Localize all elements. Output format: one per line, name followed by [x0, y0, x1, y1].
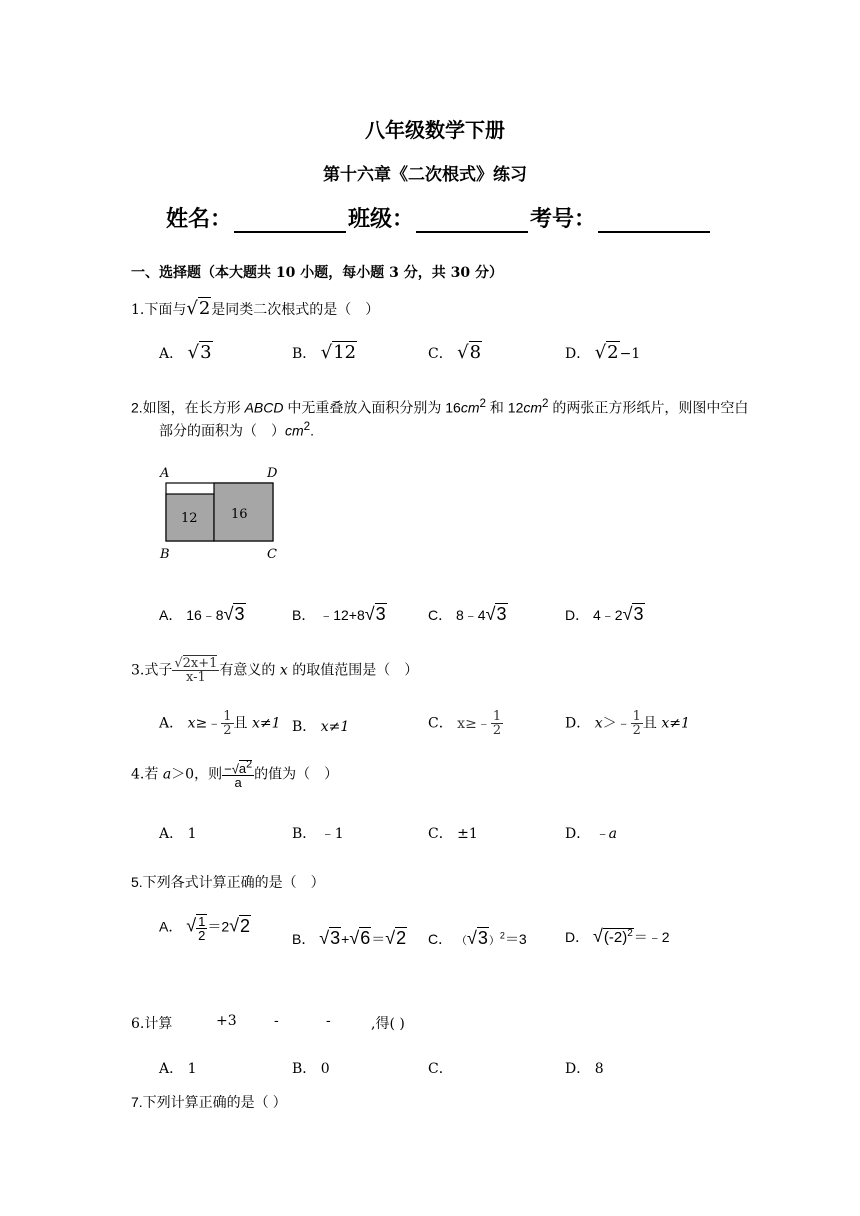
q3-option-d[interactable]: D． x＞﹣ $\frac{1}{2}$ 且 x≠1 [565, 709, 690, 738]
page-title: 八年级数学下册 [365, 118, 505, 142]
q5-option-d[interactable]: D． $√(-2)^2=﹣2$ [565, 926, 670, 946]
label-b: B [160, 547, 170, 562]
label-12: 12 [181, 511, 198, 526]
q5-option-c[interactable]: C． $(√3)^2=3$ [428, 928, 527, 948]
q6-option-d[interactable]: D． 8 [565, 1061, 604, 1077]
q6-option-c[interactable]: C． [428, 1061, 453, 1077]
q4-option-b[interactable]: B． ﹣1 [292, 826, 344, 842]
name-label: 姓名： [166, 206, 233, 232]
chapter-subtitle: 第十六章《二次根式》练习 [323, 165, 527, 185]
q1-option-c[interactable]: C． √8 [428, 342, 482, 363]
q1-pre: 1.下面与 [131, 302, 187, 318]
q1-option-b[interactable]: B． √12 [292, 342, 357, 363]
name-blank[interactable] [234, 209, 346, 233]
q1-radical: √2 [186, 298, 211, 319]
q4-option-c[interactable]: C． ±1 [428, 826, 478, 842]
q2-option-a[interactable]: A． 16﹣8√3 [159, 604, 245, 624]
id-blank[interactable] [598, 209, 710, 233]
q6-post: ,得( ) [371, 1016, 405, 1032]
rectangle-diagram [158, 462, 282, 562]
section-heading: 一、选择题（本大题共 10 小题，每小题 3 分，共 30 分） [131, 265, 503, 281]
q3-option-b[interactable]: B． x≠1 [292, 719, 350, 735]
q6-option-a[interactable]: A． 1 [159, 1061, 197, 1077]
question-6-stem: 6.计算 [131, 1016, 173, 1032]
question-1-stem [131, 298, 379, 319]
question-4-stem: 4.若 a＞0，则 $\frac{-√a^2}{a}$ 的值为（ ） [131, 759, 339, 791]
q3-option-c[interactable]: C． x≥﹣ $\frac{1}{2}$ [428, 709, 502, 738]
label-a: A [160, 466, 170, 481]
q4-option-a[interactable]: A． 1 [159, 826, 197, 842]
question-2-line1: 2.如图，在长方形 ABCD 中无重叠放入面积分别为 $16cm^2$ 和 $12cm^2$ 的两张正方形纸片，则图中空白 [131, 397, 749, 416]
question-3-stem: 3.式子 $\frac{√2x+1}{x-1}$ 有意义的 x 的取值范围是（ ） [131, 656, 419, 685]
student-info-line [166, 202, 712, 233]
q4-fraction: $\frac{-√a^2}{a}$ [224, 759, 253, 791]
rectangle-figure [158, 462, 282, 562]
id-label: 考号： [530, 206, 597, 232]
class-label: 班级： [348, 206, 415, 232]
label-c: C [267, 547, 277, 562]
q2-option-b[interactable]: B． ﹣12+8√3 [292, 604, 386, 624]
q6-term-3: - [326, 1013, 331, 1029]
q6-term-2: - [274, 1013, 279, 1029]
q3-option-a[interactable]: A． x≥﹣ $\frac{1}{2}$ 且 x≠1 [159, 709, 281, 738]
q4-option-d[interactable]: D． ﹣a [565, 826, 618, 842]
question-2-line2: 部分的面积为（ ）$cm^2$. [159, 420, 315, 439]
class-blank[interactable] [416, 209, 528, 233]
q3-fraction: $\frac{√2x+1}{x-1}$ [174, 656, 218, 685]
label-16: 16 [231, 507, 248, 522]
q2-option-d[interactable]: D． 4﹣2√3 [565, 604, 644, 624]
q5-option-b[interactable]: B． √3+√6＝√2 [292, 928, 407, 948]
q1-post: 是同类二次根式的是（ ） [211, 302, 380, 318]
label-d: D [267, 466, 278, 481]
q6-option-b[interactable]: B． 0 [292, 1061, 330, 1077]
q5-option-a[interactable]: A． √ $\frac{1}{2}$ ＝2√2 [159, 914, 251, 943]
q2-option-c[interactable]: C． 8﹣4√3 [428, 604, 507, 624]
question-5-stem: 5.下列各式计算正确的是（ ） [131, 874, 325, 890]
q1-option-a[interactable]: A． √3 [159, 342, 212, 363]
question-7-stem: 7.下列计算正确的是（ ） [131, 1094, 287, 1110]
q6-term-1: +3 [216, 1013, 237, 1029]
q1-option-d[interactable]: D． √2−1 [565, 342, 641, 363]
